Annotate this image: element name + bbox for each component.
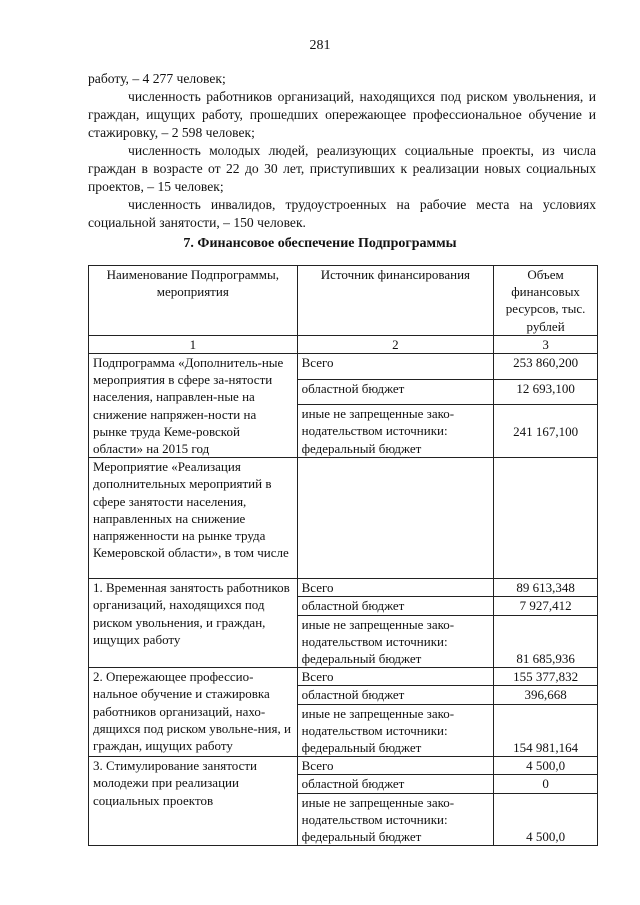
row-name: Подпрограмма «Дополнитель-ные мероприятия в сфере за-нятости населения, направлен-ные на снижение напряжен-ности на рынке труда Кеме-ровской области» на 2015 год <box>89 354 298 458</box>
table-row <box>89 579 598 597</box>
paragraph: численность инвалидов, трудоустроенных на рабочие места на условиях социальной занятости, – 150 человек. <box>88 197 596 230</box>
source-other-line: иные не запрещенные зако- <box>301 406 455 422</box>
source-other <box>297 405 494 458</box>
column-number: 1 <box>89 335 298 353</box>
row-name: 2. Опережающее профессио-нальное обучение и стажировка работников организаций, нахо-дящихся под риском увольне-ния, и граждан, ищущих работу <box>89 668 298 757</box>
source-other-line: иные не запрещенные зако- <box>301 794 455 810</box>
empty-cell <box>297 458 494 579</box>
source-other-line: нодательством источники: <box>301 811 448 827</box>
value-total: 155 377,832 <box>494 668 598 686</box>
value-regional: 12 693,100 <box>494 379 598 405</box>
source-regional: областной бюджет <box>297 775 494 793</box>
header-name: Наименование Подпрограммы, мероприятия <box>89 266 298 336</box>
financing-table <box>88 265 598 846</box>
table-row <box>89 354 598 380</box>
row-name: Мероприятие «Реализация дополнительных мероприятий в сфере занятости населения, направленных на снижение напряженности на рынке труда Кемеровской области», в том числе <box>89 458 298 579</box>
source-total: Всего <box>297 757 494 775</box>
source-other-line: иные не запрещенные зако- <box>301 616 455 632</box>
source-federal: федеральный бюджет <box>301 740 422 756</box>
column-number: 3 <box>494 335 598 353</box>
source-federal: федеральный бюджет <box>301 651 422 667</box>
source-total: Всего <box>297 354 494 380</box>
source-other-line: нодательством источники: <box>301 722 448 738</box>
value-federal: 4 500,0 <box>494 793 598 846</box>
source-federal: федеральный бюджет <box>301 440 422 456</box>
source-regional: областной бюджет <box>297 597 494 615</box>
table-row <box>89 668 598 686</box>
row-name: 1. Временная занятость работников организаций, находящихся под риском увольнения, и граждан, ищущих работу <box>89 579 298 668</box>
source-other <box>297 704 494 757</box>
header-volume: Объем финансовых ресурсов, тыс. рублей <box>494 266 598 336</box>
row-name: 3. Стимулирование занятости молодежи при реализации социальных проектов <box>89 757 298 846</box>
paragraph: численность работников организаций, находящихся под риском увольнения, и граждан, ищущих работу, прошедших опережающее профессиональное обучение и стажировку, – 2 598 человек; <box>88 89 596 140</box>
value-total: 89 613,348 <box>494 579 598 597</box>
source-regional: областной бюджет <box>297 686 494 704</box>
source-regional: областной бюджет <box>297 379 494 405</box>
body-text <box>88 70 596 232</box>
source-other <box>297 793 494 846</box>
source-other <box>297 615 494 668</box>
column-number-row <box>89 335 598 353</box>
value-federal: 81 685,936 <box>494 615 598 668</box>
table-header-row <box>89 266 598 336</box>
section-title: 7. Финансовое обеспечение Подпрограммы <box>183 236 457 251</box>
page-number: 281 <box>309 38 331 53</box>
value-total: 4 500,0 <box>494 757 598 775</box>
paragraph: численность молодых людей, реализующих социальные проекты, из числа граждан в возрасте от 22 до 30 лет, приступивших к реализации новых социальных проектов, – 15 человек; <box>88 143 596 194</box>
source-other-line: нодательством источники: <box>301 423 448 439</box>
paragraph: работу, – 4 277 человек; <box>88 71 226 86</box>
value-regional: 0 <box>494 775 598 793</box>
empty-cell <box>494 458 598 579</box>
table-row <box>89 757 598 775</box>
value-federal: 154 981,164 <box>494 704 598 757</box>
source-total: Всего <box>297 579 494 597</box>
source-total: Всего <box>297 668 494 686</box>
source-federal: федеральный бюджет <box>301 829 422 845</box>
value-federal: 241 167,100 <box>494 405 598 458</box>
source-other-line: нодательством источники: <box>301 633 448 649</box>
source-other-line: иные не запрещенные зако- <box>301 705 455 721</box>
value-regional: 396,668 <box>494 686 598 704</box>
table-row <box>89 458 598 579</box>
column-number: 2 <box>297 335 494 353</box>
header-source: Источник финансирования <box>297 266 494 336</box>
value-total: 253 860,200 <box>494 354 598 380</box>
value-regional: 7 927,412 <box>494 597 598 615</box>
